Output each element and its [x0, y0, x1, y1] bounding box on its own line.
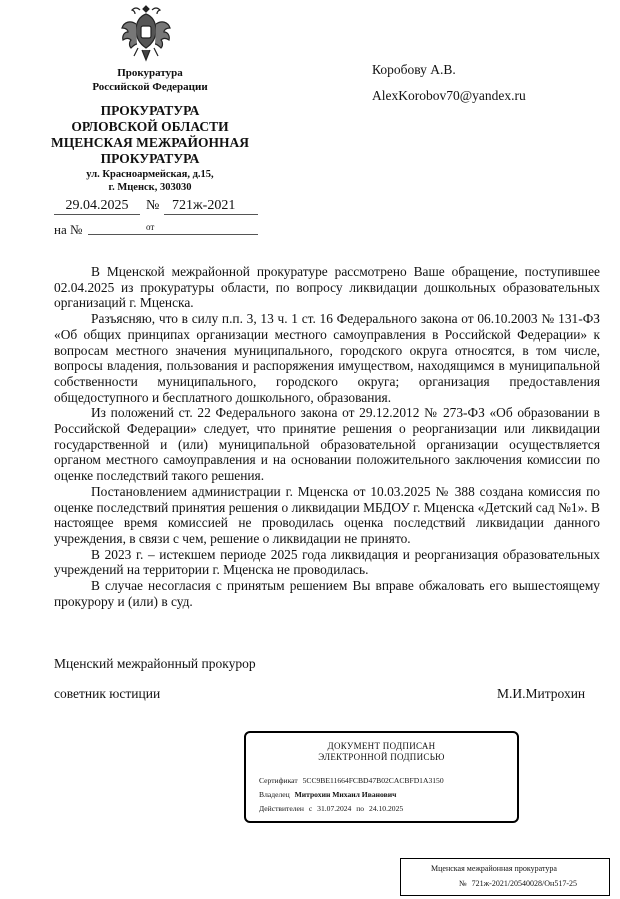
ref-underline: [88, 234, 258, 235]
reg-number-sign: №: [146, 198, 160, 213]
body-paragraph-3: Из положений ст. 22 Федерального закона от 29.12.2012 № 273-ФЗ «Об образовании в Российской Федерации» следует, что принятие решения о реорганизации или ликвидации государственной и (или) муниципальной образовательной организации осуществляется органом местного самоуправления и на основании положительного заключения комиссии по оценке последствий такого решения.: [54, 405, 600, 484]
org-big-line-3: МЦЕНСКАЯ МЕЖРАЙОННАЯ: [50, 135, 250, 150]
org-header-main: [40, 103, 260, 167]
stamp-valid-from-label: с: [308, 804, 313, 813]
body-paragraph-5: В 2023 г. – истекшем периоде 2025 года ликвидация и реорганизация образовательных учреждений на территории г. Мценска не проводилась.: [54, 546, 600, 578]
stamp-title-line-1: ДОКУМЕНТ ПОДПИСАН: [327, 741, 436, 751]
e-signature-stamp: [244, 731, 519, 823]
reg-box-number-sign: №: [459, 879, 467, 888]
recipient-name: Коробову А.В.: [372, 62, 456, 77]
org-big-line-1: ПРОКУРАТУРА: [100, 103, 200, 118]
double-headed-eagle-icon: [120, 2, 172, 66]
org-small-line-1: Прокуратура: [117, 67, 183, 79]
letter-body: [54, 264, 600, 609]
stamp-owner-label: Владелец: [259, 790, 290, 799]
recipient-email: AlexKorobov70@yandex.ru: [372, 88, 526, 103]
reg-date: 29.04.2025: [54, 198, 140, 215]
stamp-title: [246, 741, 517, 763]
ref-from-label: от: [146, 222, 155, 232]
body-paragraph-2: Разъясняю, что в силу п.п. 3, 13 ч. 1 ст. 16 Федерального закона от 06.10.2003 № 131-ФЗ «Об общих принципах организации местного самоуправления в Российской Федерации» к вопросам местного значения муниципального, городского округа относятся, в том числе, вопросы владения, пользования и распоряжения имуществом, находящимся в муниципальной собственности муниципального, городского округа; организация предоставления общедоступного и бесплатного дошкольного, образования.: [54, 311, 600, 405]
reg-number: [164, 198, 258, 215]
org-small-line-2: Российской Федерации: [92, 81, 208, 93]
org-big-line-2: ОРЛОВСКОЙ ОБЛАСТИ: [71, 119, 229, 134]
stamp-owner-value: Митрохин Михаил Иванович: [294, 790, 397, 799]
address-line-1: ул. Красноармейская, д.15,: [86, 169, 214, 180]
stamp-valid-to: 24.10.2025: [369, 804, 404, 813]
signer-name: М.И.Митрохин: [497, 686, 586, 701]
stamp-cert-row: [259, 775, 444, 787]
stamp-cert-label: Сертификат: [259, 776, 298, 785]
signer-position-2: советник юстиции: [54, 686, 161, 701]
ref-label: на №: [54, 222, 83, 237]
body-paragraph-4: Постановлением администрации г. Мценска от 10.03.2025 № 388 создана комиссия по оценке последствий принятия решения о ликвидации МБДОУ г. Мценска «Детский сад №1». В настоящее время комиссией не проводилась оценка последствий ликвидации данного учреждения, в связи с чем, решение о ликвидации не принято.: [54, 483, 600, 546]
org-address: [40, 168, 260, 194]
registration-box: [400, 858, 610, 896]
stamp-valid-from: 31.07.2024: [317, 804, 352, 813]
org-big-line-4: ПРОКУРАТУРА: [100, 151, 200, 166]
reg-box-number-row: [459, 879, 577, 888]
reg-box-number: 721ж-2021/20540028/Он517-25: [471, 879, 577, 888]
stamp-valid-row: [259, 803, 403, 815]
body-paragraph-1: В Мценской межрайонной прокуратуре рассмотрено Ваше обращение, поступившее 02.04.2025 из прокуратуры области, по вопросу ликвидации дошкольных образовательных организаций г. Мценска.: [54, 264, 600, 311]
org-header-small: [40, 66, 260, 94]
stamp-cert-value: 5CC9BE11664FCBD47B02CACBFD1A3150: [302, 776, 444, 785]
stamp-owner-row: [259, 789, 396, 801]
address-line-2: г. Мценск, 303030: [108, 182, 192, 193]
reg-number-value: 721ж-2021: [172, 198, 236, 213]
body-paragraph-6: В случае несогласия с принятым решением Вы вправе обжаловать его вышестоящему прокурору и (или) в суд.: [54, 578, 600, 609]
stamp-valid-label: Действителен: [259, 804, 304, 813]
signer-position-1: Мценский межрайонный прокурор: [54, 656, 256, 671]
reg-box-org: Мценская межрайонная прокуратура: [431, 864, 557, 873]
stamp-valid-to-label: по: [356, 804, 365, 813]
stamp-title-line-2: ЭЛЕКТРОННОЙ ПОДПИСЬЮ: [318, 752, 445, 762]
